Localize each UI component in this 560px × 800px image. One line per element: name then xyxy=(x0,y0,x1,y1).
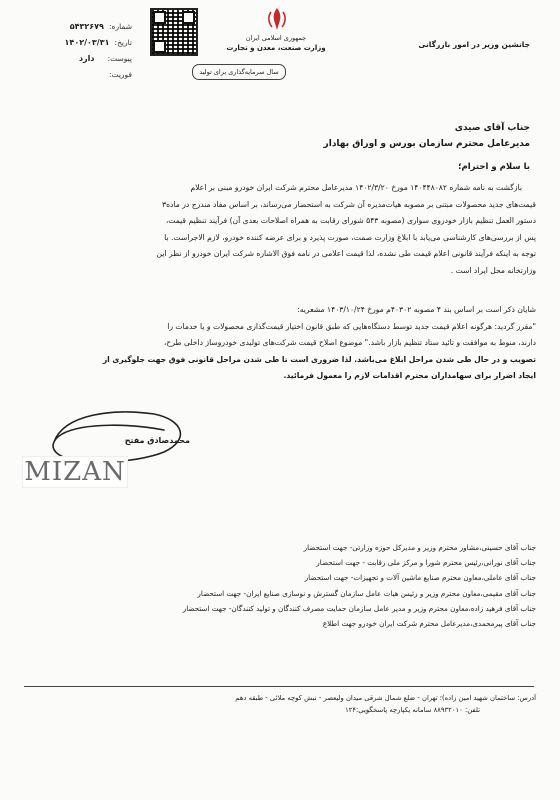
paragraph-1 xyxy=(26,180,536,279)
date-value: ۱۴۰۲/۰۳/۳۱ xyxy=(64,38,110,47)
cc-list xyxy=(26,540,536,631)
slogan-box: سال سرمایه‌گذاری برای تولید xyxy=(192,64,286,80)
ministry-name: وزارت صنعت، معدن و تجارت xyxy=(226,44,326,52)
recipient-block xyxy=(200,120,530,152)
qr-finder-icon xyxy=(182,11,195,24)
cc-item: جناب آقای نورانی،رئیس محترم شورا و مرکز ملی رقابت - جهت استحضار xyxy=(316,558,536,568)
footer-divider xyxy=(24,686,534,687)
attachment-value: دارد xyxy=(78,54,95,63)
emblem-caption-1: جمهوری اسلامی ایران xyxy=(245,34,307,42)
attachment-label: پیوست: xyxy=(107,54,132,63)
cc-item: جناب آقای مقیمی،معاون محترم وزیر و رئیس هیات عامل سازمان گسترش و نوسازی صنایع ایران- جهت استحضار xyxy=(197,588,536,598)
cc-item: جناب آقای پیرمحمدی،مدیرعامل محترم شرکت ایران خودرو جهت اطلاع xyxy=(322,619,536,629)
recipient-title: مدیرعامل محترم سازمان بورس و اوراق بهادار xyxy=(323,139,530,149)
qr-code xyxy=(150,8,198,56)
paragraph-2 xyxy=(26,302,536,385)
sender-title: جانشین وزیر در امور بازرگانی xyxy=(418,40,530,49)
header-meta xyxy=(40,14,132,79)
paragraph-line: پس از بررسی‌های کارشناسی می‌یابد با ابلاغ وزارت صمت، صورت پذیرد و برای عرضه کننده خودرو، لازم الاجراست. با xyxy=(164,232,536,242)
greeting: با سلام و احترام؛ xyxy=(458,162,530,172)
paragraph-line: وزارتخانه محل ایراد است . xyxy=(450,265,536,275)
cc-item: جناب آقای فرهید زاده،معاون محترم وزیر و مدیر عامل سازمان حمایت مصرف کنندگان و تولید کنندگان- جهت استحضار xyxy=(182,603,536,613)
paragraph-line: ایجاد اضرار برای سهامداران محترم اقدامات لازم را معمول فرمائید. xyxy=(283,371,536,380)
paragraph-line: قیمت‌های جدید محصولات مبتنی بر مصوبه هیات‌مدیره آن شرکت به استحضار می‌رساند، بر اساس مفاد مندرج در ماده۳ xyxy=(161,199,536,209)
footer-address: آدرس: ساختمان شهید امین زاده)؛ تهران - ضلع شمال شرقی میدان ولیعصر - نبش کوچه ملائی - طبقه دهم xyxy=(235,694,536,702)
signer-name: محمدصادق مفتح xyxy=(124,436,190,445)
paragraph-line: تصویب و در حال طی شدن مراحل ابلاغ می‌باشد. لذا ضروری است تا طی شدن مراحل قانونی فوق جهت جلوگیری از xyxy=(102,354,536,364)
recipient-name: جناب آقای صیدی xyxy=(454,123,530,133)
date-label: تاریخ: xyxy=(114,38,132,47)
paragraph-line: شایان ذکر است بر اساس بند ۴ مصوبه ۴۰۳۰۲م مورخ ۱۴۰۳/۱۰/۲۴ مشعریه: xyxy=(297,305,536,314)
number-value: ۵۴۳۲۶۷۹ xyxy=(69,22,104,31)
paragraph-line: دارند، منوط به موافقت و تائید ستاد تنظیم بازار باشد." موضوع اصلاح قیمت شرکت‌های تولیدی خودروساز داخلی طرح، xyxy=(163,338,536,347)
paragraph-line: توجه به اینکه فرآیند قانونی اعلام قیمت طی نشده، لذا قیمت اعلامی در نامه فوق الاشاره شرکت ایران خودرو از نظر این xyxy=(156,249,536,258)
cc-item: جناب آقای حسینی،مشاور محترم وزیر و مدیرکل حوزه وزارتی- جهت استحضار xyxy=(303,543,536,552)
footer xyxy=(26,692,536,716)
qr-finder-icon xyxy=(153,40,166,53)
footer-phone: تلفن: ۸۸۹۳۲۰۱۰ سامانه یکپارچه پاسخگویی:۱۲۴ xyxy=(345,706,480,714)
cc-item: جناب آقای عاملی،معاون محترم صنایع ماشین آلات و تجهیزات- جهت استحضار xyxy=(304,573,536,583)
paragraph-line: دستور العمل تنظیم بازار خودروی سواری (مصوبه ۵۴۳ شورای رقابت به همراه اصلاحات بعدی آن) فرآیند تنظیم قیمت، xyxy=(165,216,536,225)
urgency-label: فوریت: xyxy=(108,70,132,79)
number-label: شماره: xyxy=(109,22,132,31)
paragraph-line: بازگشت به نامه شماره ۱۴۰۴۴۸۰۸۲ مورخ ۱۴۰۲/۳/۲۰ مدیرعامل محترم شرکت ایران خودرو مبنی بر اعلام xyxy=(190,183,522,192)
qr-finder-icon xyxy=(153,11,166,24)
iran-emblem-icon xyxy=(264,6,290,32)
paragraph-line: "مقرر گردید: هرگونه اعلام قیمت جدید توسط دستگاه‌هایی که طبق قانون اختیار قیمت‌گذاری محصولات و یا خدمات را xyxy=(167,321,536,331)
watermark-logo: MIZAN xyxy=(22,456,128,488)
